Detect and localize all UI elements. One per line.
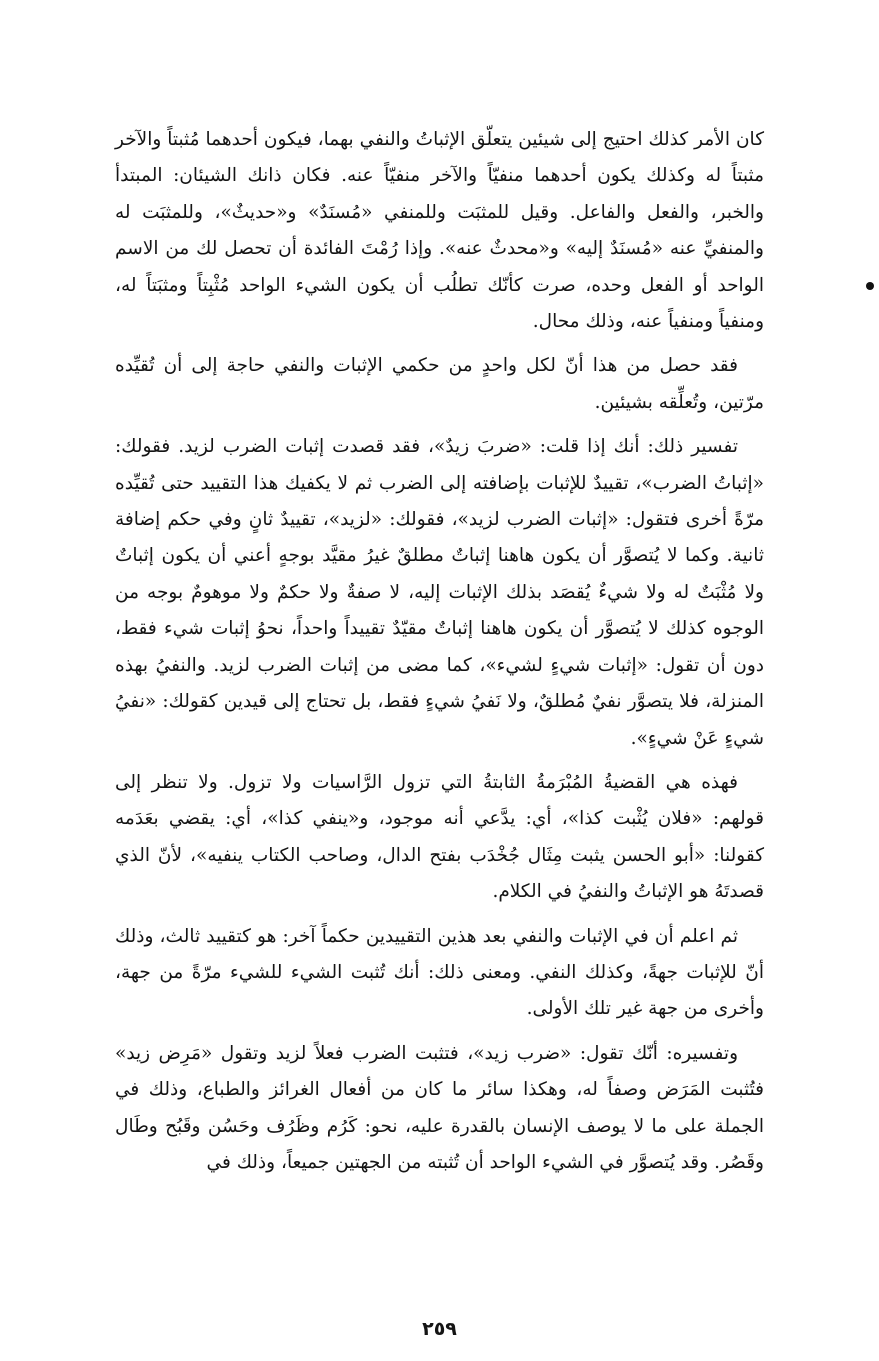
paragraph-1: كان الأمر كذلك احتيج إلى شيئين يتعلّق الإثباتُ والنفي بهما، فيكون أحدهما مُثبتاً والآخر مثبتاً له وكذلك يكون أحدهما منفيّاً والآخر منفيّاً عنه. فكان ذانك الشيئان: المبتدأ والخبر، والفعل والفاعل. وقيل للمثبَت وللمنفي «مُسنَدٌ» و«حديثٌ»، وللمثبَت له والمنفيِّ عنه «مُسنَدٌ إليه» و«محدثٌ عنه». وإذا رُمْتَ الفائدة أن تحصل لك من الاسم الواحد أو الفعل وحده، صرت كأنّك تطلُب أن يكون الشيء الواحد مُثْبِتاً ومثبَتاً له، ومنفياً ومنفياً عنه، وذلك محال.	[115, 129, 764, 333]
paragraph-6: وتفسيره: أنّك تقول: «ضرب زيد»، فتثبت الضرب فعلاً لزيد وتقول «مَرِض زيد» فتُثبت المَرَض وصفاً له، وهكذا سائر ما كان من أفعال الغرائز والطباع، وذلك في الجملة على ما لا يوصف الإنسان بالقدرة عليه، نحو: كَرُم وظَرُف وحَسُن وقَبُح وطَال وقَصُر. وقد يُتصوَّر في الشيء الواحد أن تُثبته من الجهتين جميعاً، وذلك في	[115, 1042, 764, 1173]
page-number: ٢٥٩	[422, 1318, 457, 1340]
paragraph-3: تفسير ذلك: أنك إذا قلت: «ضربَ زيدٌ»، فقد قصدت إثبات الضرب لزيد. فقولك: «إثباتُ الضرب»، تقييدٌ للإثبات بإضافته إلى الضرب ثم لا يكفيك هذا التقييد حتى تُقيِّده مرّةً أخرى فتقول: «إثبات الضرب لزيد»، فقولك: «لزيد»، تقييدٌ ثانٍ وفي حكم إضافة ثانية. وكما لا يُتصوَّر أن يكون هاهنا إثباتٌ مطلقٌ غيرُ مقيَّد بوجهٍ أعني أن يكون إثباتٌ ولا مُثْبَتٌ له ولا شيءٌ يُقصَد بذلك الإثبات إليه، لا صفةٌ ولا حكمٌ ولا موهومٌ بوجه من الوجوه كذلك لا يُتصوَّر أن يكون هاهنا إثباتٌ مقيّدٌ تقييداً واحداً، نحوُ إثبات شيء فقط، دون أن تقول: «إثبات شيءٍ لشيء»، كما مضى من إثبات الضرب لزيد. والنفيُ بهذه المنزلة، فلا يتصوَّر نفيٌ مُطلقٌ، ولا نَفيُ شيءٍ فقط، بل تحتاج إلى قيدين كقولك: «نفيُ شيءٍ عَنْ شيءٍ».	[115, 436, 764, 749]
paragraph-4: فهذه هي القضيةُ المُبْرَمةُ الثابتةُ التي تزول الرَّاسيات ولا تزول. ولا تنظر إلى قولهم: «فلان يُثْبت كذا»، أي: يدَّعي أنه موجود، و«ينفي كذا»، أي: يقضي بعَدَمه كقولنا: «أبو الحسن يثبت مِثَال جُخْدَب بفتح الدال، وصاحب الكتاب ينفيه»، لأنّ الذي قصدتَهُ هو الإثباتُ والنفيُ في الكلام.	[115, 771, 764, 903]
paragraph-2: فقد حصل من هذا أنّ لكل واحدٍ من حكمي الإثبات والنفي حاجة إلى أن تُقيِّده مرّتين، وتُعلِّقه بشيئين.	[115, 355, 764, 413]
body-text	[115, 122, 764, 1189]
margin-dot-mark	[866, 282, 874, 290]
paragraph-5: ثم اعلم أن في الإثبات والنفي بعد هذين التقييدين حكماً آخر: هو كتقييد ثالث، وذلك أنّ للإثبات جهةً، وكذلك النفي. ومعنى ذلك: أنك تُثبت الشيء للشيء مرّةً من جهة، وأخرى من جهة غير تلك الأولى.	[115, 925, 764, 1020]
